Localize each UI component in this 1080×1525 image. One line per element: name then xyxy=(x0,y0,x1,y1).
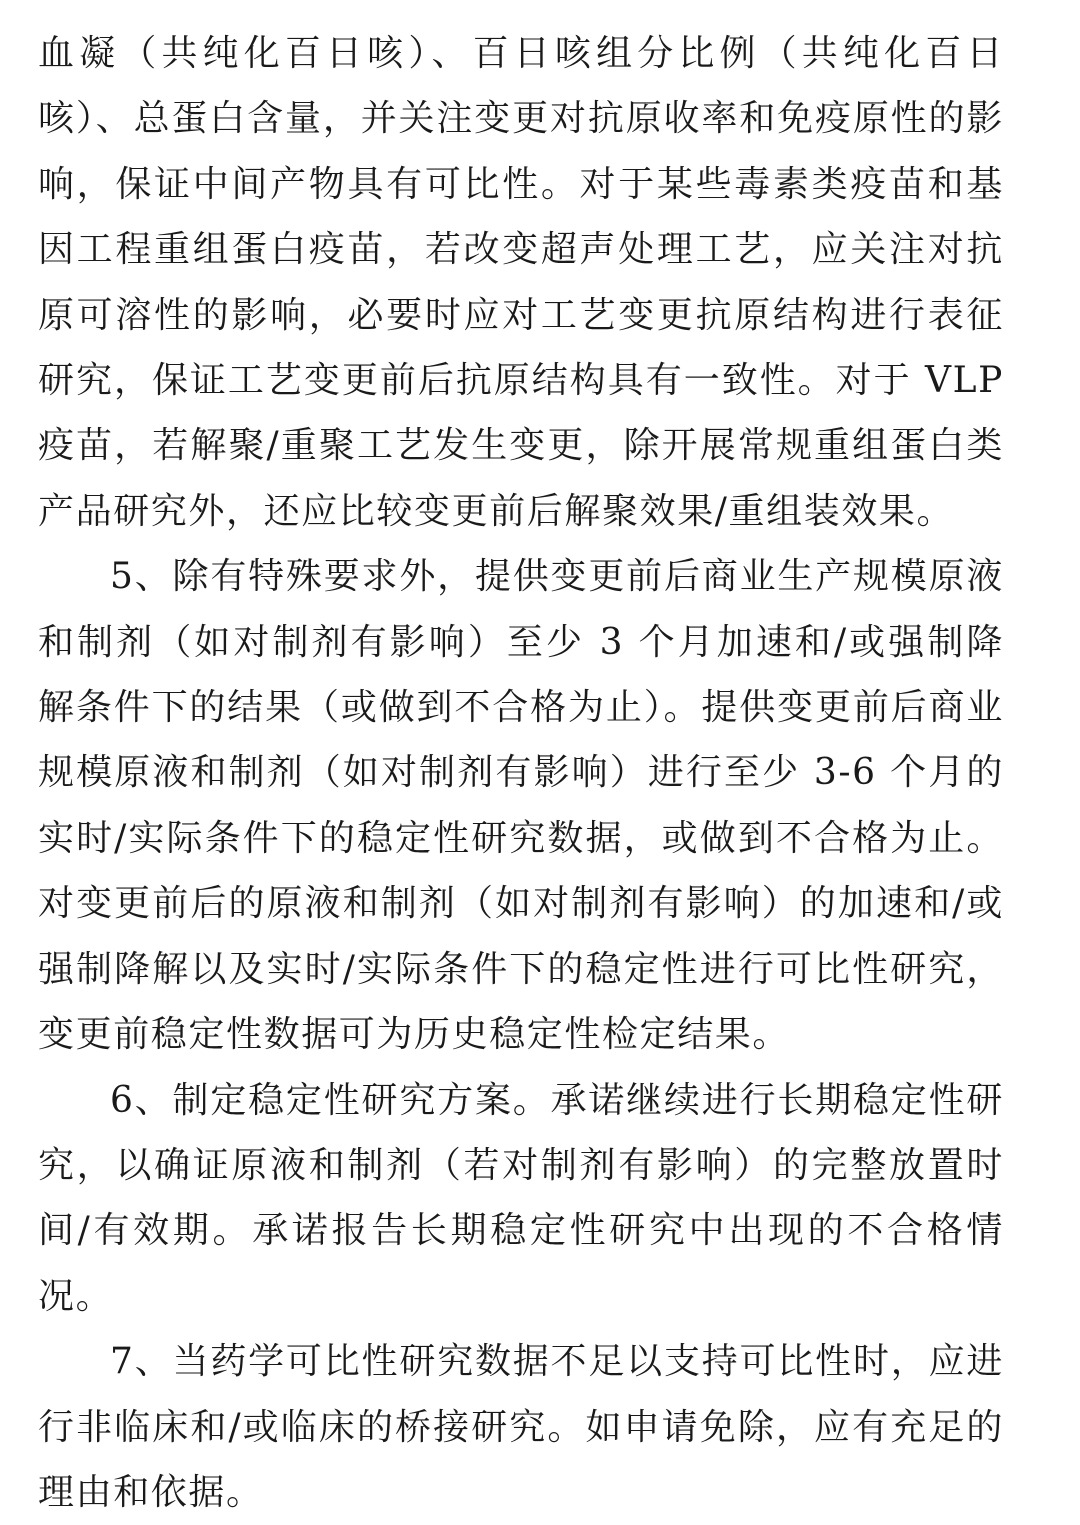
paragraph-item-5: 5、除有特殊要求外，提供变更前后商业生产规模原液和制剂（如对制剂有影响）至少 3 个月加速和/或强制降解条件下的结果（或做到不合格为止）。提供变更前后商业规模原液和制剂（如对制剂有影响）进行至少 3-6 个月的实时/实际条件下的稳定性研究数据，或做到不合格为止。对变更前后的原液和制剂（如对制剂有影响）的加速和/或强制降解以及实时/实际条件下的稳定性进行可比性研究，变更前稳定性数据可为历史稳定性检定结果。 xyxy=(38,556,1004,1056)
paragraph-item-6: 6、制定稳定性研究方案。承诺继续进行长期稳定性研究，以确证原液和制剂（若对制剂有影响）的完整放置时间/有效期。承诺报告长期稳定性研究中出现的不合格情况。 xyxy=(38,1079,1004,1317)
paragraph-item-7: 7、当药学可比性研究数据不足以支持可比性时，应进行非临床和/或临床的桥接研究。如申请免除，应有充足的理由和依据。 xyxy=(38,1341,1004,1513)
paragraph-continuation: 血凝（共纯化百日咳）、百日咳组分比例（共纯化百日咳）、总蛋白含量，并关注变更对抗原收率和免疫原性的影响，保证中间产物具有可比性。对于某些毒素类疫苗和基因工程重组蛋白疫苗，若改变超声处理工艺，应关注对抗原可溶性的影响，必要时应对工艺变更抗原结构进行表征研究，保证工艺变更前后抗原结构具有一致性。对于 VLP 疫苗，若解聚/重聚工艺发生变更，除开展常规重组蛋白类产品研究外，还应比较变更前后解聚效果/重组装效果。 xyxy=(38,33,1004,532)
